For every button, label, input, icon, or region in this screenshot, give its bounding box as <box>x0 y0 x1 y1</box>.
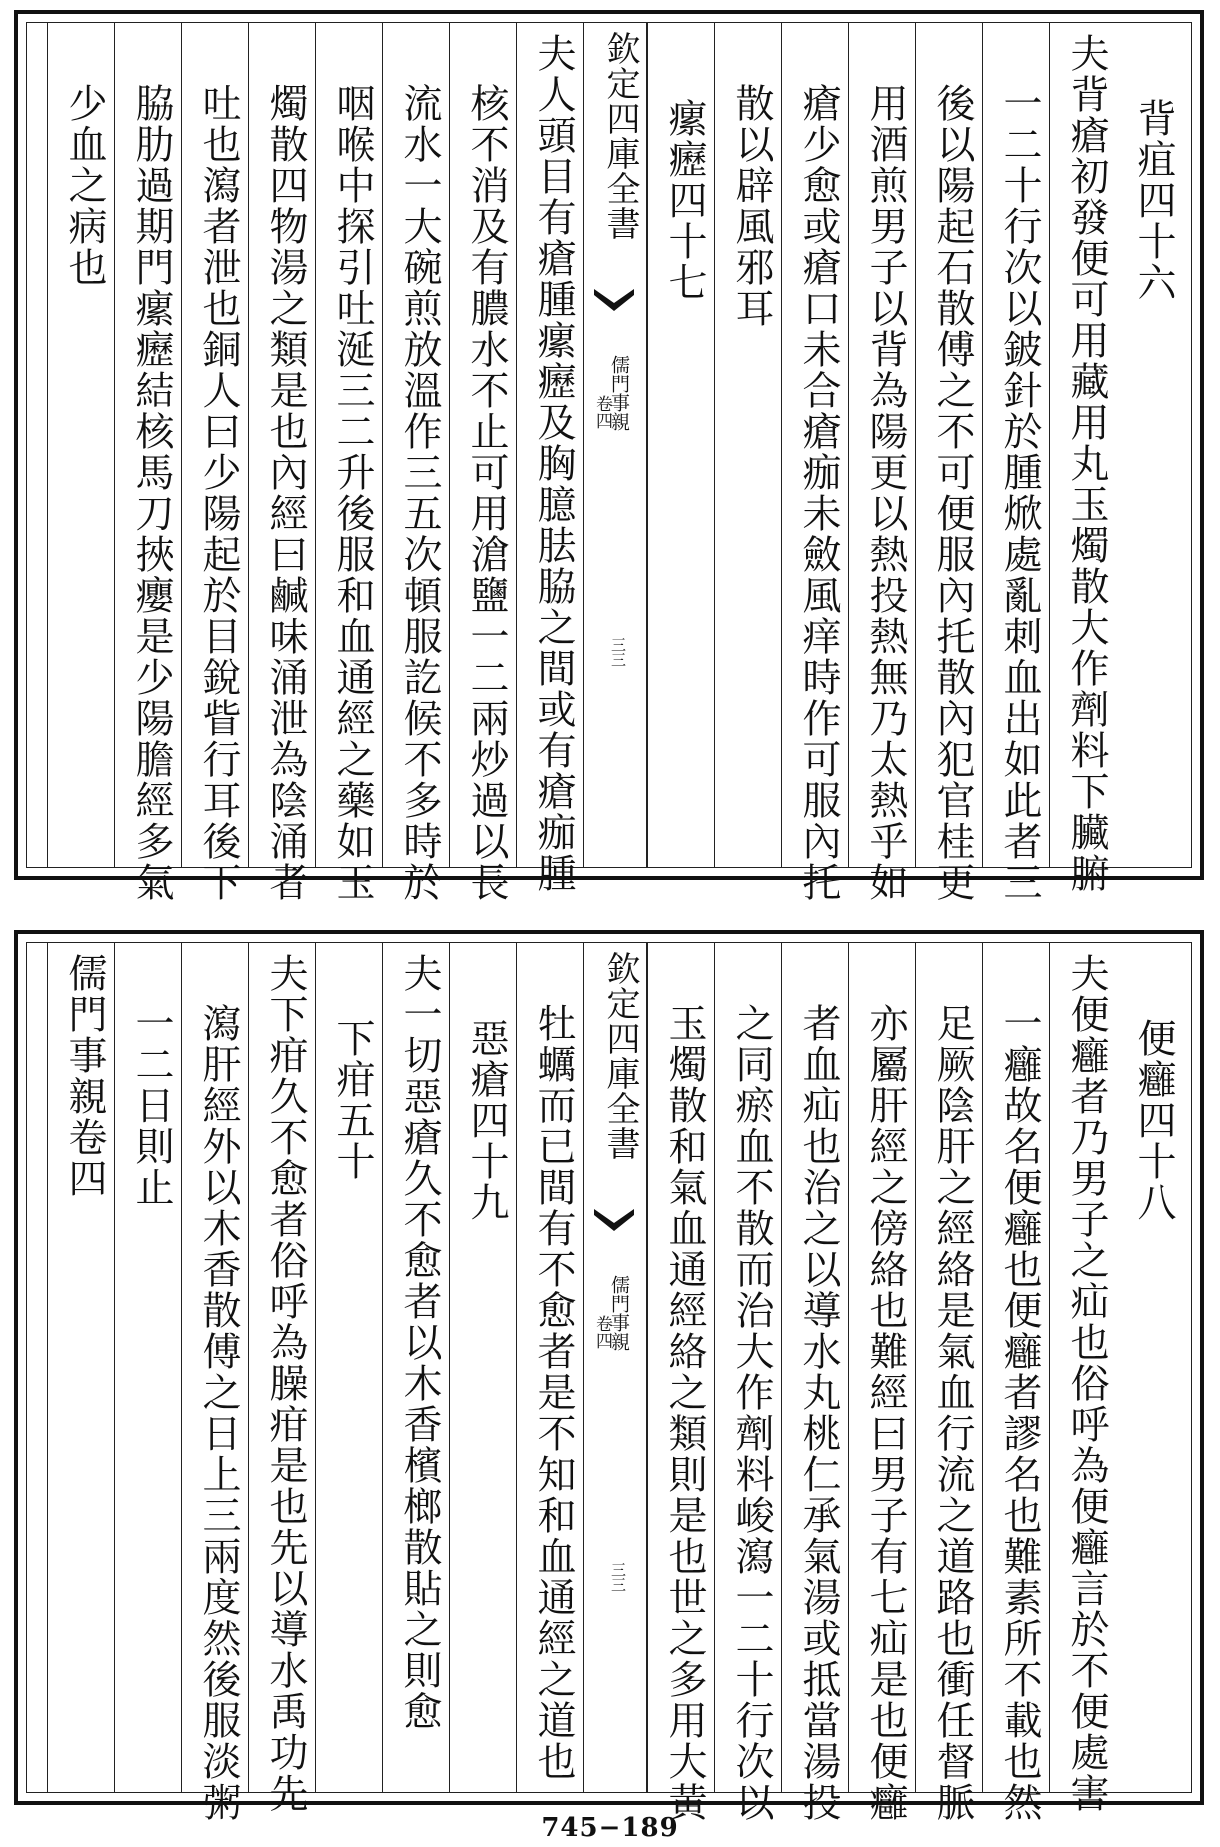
bottom-page-frame <box>26 942 1192 1823</box>
column <box>915 23 982 903</box>
text-column: 玉燭散和氣血通經絡之類則是也世之多用大黃 <box>662 1003 707 1823</box>
text-column: 燭散四物湯之類是也內經曰鹹味涌泄為陰涌者 <box>263 83 308 903</box>
column <box>449 23 516 903</box>
section-heading: 下疳五十 <box>330 1018 375 1182</box>
text-column: 瘡少愈或瘡口未合瘡痂未斂風痒時作可服內托 <box>796 83 841 903</box>
section-heading: 背疽四十六 <box>1131 98 1176 303</box>
column <box>848 23 915 903</box>
text-column: 亦屬肝經之傍絡也難經曰男子有七疝是也便癰 <box>863 1003 908 1823</box>
top-page-frame <box>26 22 1192 903</box>
column <box>181 943 248 1823</box>
column <box>47 943 114 1792</box>
volume-label: 卷四 <box>592 395 612 429</box>
text-column: 夫一切惡瘡久不愈者以木香檳榔散貼之則愈 <box>397 953 442 1732</box>
column <box>1049 23 1116 894</box>
column <box>781 943 848 1823</box>
text-column: 咽喉中探引吐涎三二升後服和血通經之藥如玉 <box>330 83 375 903</box>
column <box>848 943 915 1823</box>
column <box>47 23 114 867</box>
page-identifier: 745−189 <box>541 1813 679 1843</box>
text-column: 瀉肝經外以木香散傅之日上三兩度然後服淡粥 <box>196 1003 241 1823</box>
section-heading: 瘰癧四十七 <box>662 98 707 303</box>
text-column: 牡蠣而已間有不愈者是不知和血通經之道也 <box>531 1003 576 1782</box>
text-column: 夫下疳久不愈者俗呼為臊疳是也先以導水禹功先 <box>263 953 308 1814</box>
folio-number: 三三 <box>609 1562 627 1592</box>
text-column: 夫人頭目有瘡腫瘰癧及胸臆胠脇之間或有瘡痂腫 <box>531 33 576 894</box>
column <box>315 23 382 903</box>
fish-tail-icon <box>592 285 636 319</box>
text-column: 脇肋過期門瘰癧結核馬刀挾癭是少陽膽經多氣 <box>129 83 174 903</box>
text-column: 者血疝也治之以導水丸桃仁承氣湯或抵當湯投 <box>796 1003 841 1823</box>
top-page <box>14 10 1204 903</box>
column <box>714 23 781 867</box>
column <box>982 943 1049 1823</box>
column <box>781 23 848 903</box>
column <box>114 23 181 903</box>
text-column: 核不消及有膿水不止可用滄鹽一二兩炒過以長 <box>464 83 509 903</box>
folio-number: 三三 <box>609 637 627 667</box>
text-column: 流水一大碗煎放溫作三五次頓服訖候不多時於 <box>397 83 442 903</box>
column <box>1049 943 1116 1814</box>
column <box>248 943 315 1814</box>
column <box>382 23 449 903</box>
book-title: 儒門事親 <box>608 1275 630 1351</box>
section-heading: 便癰四十八 <box>1131 1018 1176 1223</box>
column <box>248 23 315 903</box>
column <box>449 943 516 1792</box>
section-heading: 惡瘡四十九 <box>464 1018 509 1223</box>
column <box>382 943 449 1792</box>
column <box>315 943 382 1792</box>
text-column: 夫便癰者乃男子之疝也俗呼為便癰言於不便處害 <box>1064 953 1109 1814</box>
column <box>114 943 181 1792</box>
column <box>181 23 248 903</box>
column <box>516 943 583 1792</box>
text-column: 散以辟風邪耳 <box>729 83 774 329</box>
collection-title: 欽定四庫全書 <box>600 951 640 1161</box>
text-column: 少血之病也 <box>62 83 107 288</box>
text-column: 後以陽起石散傅之不可便服內托散內犯官桂更 <box>930 83 975 903</box>
column <box>1116 23 1183 867</box>
column <box>982 23 1049 903</box>
text-column: 一二日則止 <box>129 1003 174 1208</box>
text-column: 足厥陰肝之經絡是氣血行流之道路也衝任督脈 <box>930 1003 975 1823</box>
volume-end-title: 儒門事親卷四 <box>62 953 107 1199</box>
text-column: 一癰故名便癰也便癰者謬名也難素所不載也然 <box>997 1003 1042 1823</box>
text-column: 用酒煎男子以背為陽更以熱投熱無乃太熱乎如 <box>863 83 908 903</box>
text-column: 吐也瀉者泄也銅人曰少陽起於目銳眥行耳後下 <box>196 83 241 903</box>
fish-tail-icon <box>592 1205 636 1239</box>
text-column: 一二十行次以鈹針於腫焮處亂刺血出如此者三 <box>997 83 1042 903</box>
column <box>915 943 982 1823</box>
volume-label: 卷四 <box>592 1315 612 1349</box>
column <box>714 943 781 1823</box>
column <box>647 943 714 1823</box>
collection-title: 欽定四庫全書 <box>600 31 640 241</box>
center-gutter <box>583 23 647 867</box>
center-gutter <box>583 943 647 1792</box>
column <box>1116 943 1183 1792</box>
text-column: 之同瘀血不散而治大作劑料峻瀉一二十行次以 <box>729 1003 774 1823</box>
book-title: 儒門事親 <box>608 355 630 431</box>
bottom-page <box>14 930 1204 1823</box>
column <box>647 23 714 867</box>
column <box>516 23 583 894</box>
text-column: 夫背瘡初發便可用藏用丸玉燭散大作劑料下臟腑 <box>1064 33 1109 894</box>
